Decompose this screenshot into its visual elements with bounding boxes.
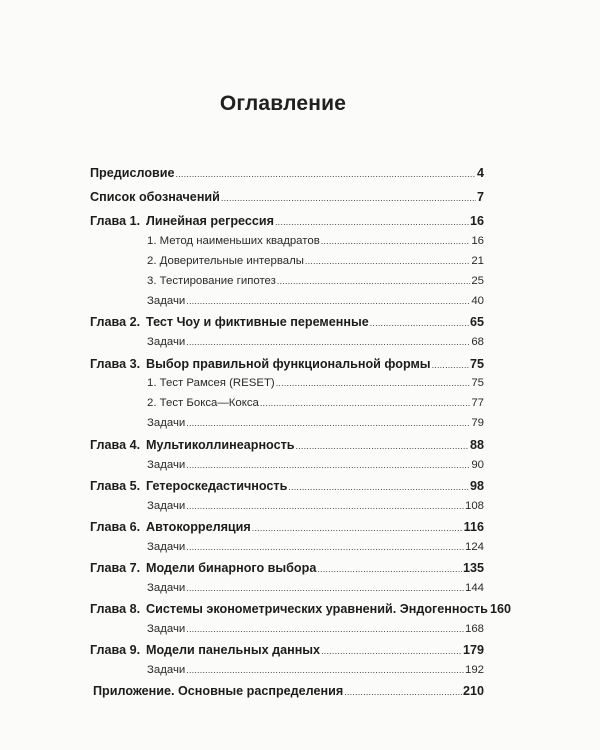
toc-entry-label: Глава 9. Модели панельных данных	[90, 643, 321, 657]
toc-entry-label: Глава 2. Тест Чоу и фиктивные переменные	[90, 315, 369, 329]
toc-entry-label: Список обозначений	[90, 190, 220, 204]
leader-dots	[276, 378, 471, 388]
toc-page-number: 108	[464, 500, 484, 512]
toc-page-number: 7	[476, 190, 484, 204]
toc-subentry[interactable]	[90, 397, 484, 409]
toc-entry-label: Задачи	[147, 500, 186, 512]
leader-dots	[370, 318, 469, 328]
toc-page-number: 4	[476, 166, 484, 180]
toc-page-number: 79	[471, 417, 484, 429]
leader-dots	[321, 646, 462, 656]
leader-dots	[186, 501, 464, 511]
toc-page-number: 192	[464, 664, 484, 676]
page-title: Оглавление	[219, 92, 347, 115]
leader-dots	[317, 564, 462, 574]
toc-entry[interactable]	[90, 438, 484, 452]
leader-dots	[260, 398, 470, 408]
toc-chapter-number: Глава 5.	[90, 479, 141, 493]
toc-entry-label: 2. Доверительные интервалы	[147, 255, 304, 267]
toc-entry-label: Глава 4. Мультиколлинеарность	[90, 438, 295, 452]
toc-entry-label: Задачи	[147, 541, 186, 553]
toc-subentry[interactable]	[90, 582, 484, 594]
toc-chapter-number: Глава 9.	[90, 643, 141, 657]
toc-subentry[interactable]	[90, 235, 484, 247]
leader-dots	[296, 441, 469, 451]
toc-subentry[interactable]	[90, 295, 484, 307]
toc-entry-label: Приложение. Основные распределения	[93, 684, 344, 698]
toc-entry[interactable]	[90, 214, 484, 228]
toc-entry[interactable]	[90, 520, 484, 534]
toc-entry-label: Задачи	[147, 295, 186, 307]
toc-chapter-number: Глава 6.	[90, 520, 141, 534]
toc-page-number: 77	[471, 397, 484, 409]
toc-entry-label: 3. Тестирование гипотез	[147, 275, 276, 287]
leader-dots	[186, 665, 464, 675]
toc-page-number: 135	[462, 561, 484, 575]
leader-dots	[432, 360, 469, 370]
toc-entry[interactable]	[90, 602, 511, 616]
leader-dots	[186, 583, 464, 593]
leader-dots	[186, 296, 470, 306]
toc-page-number: 98	[469, 479, 484, 493]
leader-dots	[186, 418, 470, 428]
toc-subentry[interactable]	[90, 500, 484, 512]
toc-page-number: 75	[471, 377, 484, 389]
toc-page-number: 144	[464, 582, 484, 594]
toc-subentry[interactable]	[90, 275, 484, 287]
toc-subentry[interactable]	[90, 459, 484, 471]
toc-entry-label: Глава 6. Автокорреляция	[90, 520, 251, 534]
toc-entry-label: Глава 3. Выбор правильной функциональной формы	[90, 357, 431, 371]
toc-page-number: 16	[469, 214, 484, 228]
toc-entry-label: Задачи	[147, 664, 186, 676]
toc-chapter-number: Глава 1.	[90, 214, 141, 228]
toc-entry[interactable]	[90, 479, 484, 493]
toc-subentry[interactable]	[90, 664, 484, 676]
toc-entry-label: Задачи	[147, 582, 186, 594]
toc-entry-label: Глава 1. Линейная регрессия	[90, 214, 274, 228]
toc-page-number: 75	[469, 357, 484, 371]
leader-dots	[252, 523, 463, 533]
toc-entry-label: 1. Метод наименьших квадратов	[147, 235, 320, 247]
leader-dots	[275, 217, 469, 227]
leader-dots	[186, 624, 464, 634]
toc-entry[interactable]	[90, 190, 484, 204]
toc-entry[interactable]	[90, 315, 484, 329]
toc-entry[interactable]	[90, 166, 484, 180]
toc-entry-label: Задачи	[147, 417, 186, 429]
leader-dots	[277, 276, 470, 286]
toc-entry-label: 1. Тест Рамсея (RESET)	[147, 377, 275, 389]
toc-subentry[interactable]	[90, 623, 484, 635]
toc-page-number: 25	[471, 275, 484, 287]
toc-page-number: 16	[471, 235, 484, 247]
toc-subentry[interactable]	[90, 336, 484, 348]
toc-chapter-number: Глава 3.	[90, 357, 141, 371]
leader-dots	[288, 482, 469, 492]
toc-page-number: 65	[469, 315, 484, 329]
leader-dots	[305, 256, 470, 266]
toc-entry[interactable]	[90, 561, 484, 575]
toc-page-number: 90	[471, 459, 484, 471]
toc-page-number: 40	[471, 295, 484, 307]
toc-subentry[interactable]	[90, 541, 484, 553]
toc-page-number: 210	[462, 684, 484, 698]
toc-subentry[interactable]	[90, 255, 484, 267]
toc-subentry[interactable]	[90, 417, 484, 429]
leader-dots	[186, 337, 470, 347]
toc-page-number: 124	[464, 541, 484, 553]
toc-chapter-number: Глава 8.	[90, 602, 141, 616]
toc-entry[interactable]	[90, 643, 484, 657]
leader-dots	[176, 169, 476, 179]
toc-chapter-number: Глава 7.	[90, 561, 141, 575]
toc-subentry[interactable]	[90, 377, 484, 389]
toc-page-number: 21	[471, 255, 484, 267]
toc-entry-label: Глава 8. Системы эконометрических уравнений. Эндогенность	[90, 602, 488, 616]
toc-entry-label: Задачи	[147, 623, 186, 635]
toc-entry-label: Задачи	[147, 336, 186, 348]
toc-chapter-number: Глава 2.	[90, 315, 141, 329]
toc-chapter-number: Глава 4.	[90, 438, 141, 452]
toc-entry[interactable]	[90, 357, 484, 371]
leader-dots	[186, 460, 470, 470]
toc-entry-label: Глава 7. Модели бинарного выбора	[90, 561, 317, 575]
leader-dots	[321, 236, 471, 246]
leader-dots	[221, 193, 476, 203]
leader-dots	[344, 687, 462, 697]
toc-entry-label: Задачи	[147, 459, 186, 471]
toc-entry-label: Предисловие	[90, 166, 175, 180]
leader-dots	[186, 542, 464, 552]
toc-entry-label: Глава 5. Гетероскедастичность	[90, 479, 288, 493]
toc-page-number: 88	[469, 438, 484, 452]
toc-page-number: 160	[489, 602, 511, 616]
toc-page-number: 179	[462, 643, 484, 657]
toc-page-number: 68	[471, 336, 484, 348]
toc-page-number: 168	[464, 623, 484, 635]
toc-entry[interactable]	[90, 684, 484, 698]
toc-entry-label: 2. Тест Бокса—Кокса	[147, 397, 259, 409]
toc-page-number: 116	[463, 520, 484, 534]
